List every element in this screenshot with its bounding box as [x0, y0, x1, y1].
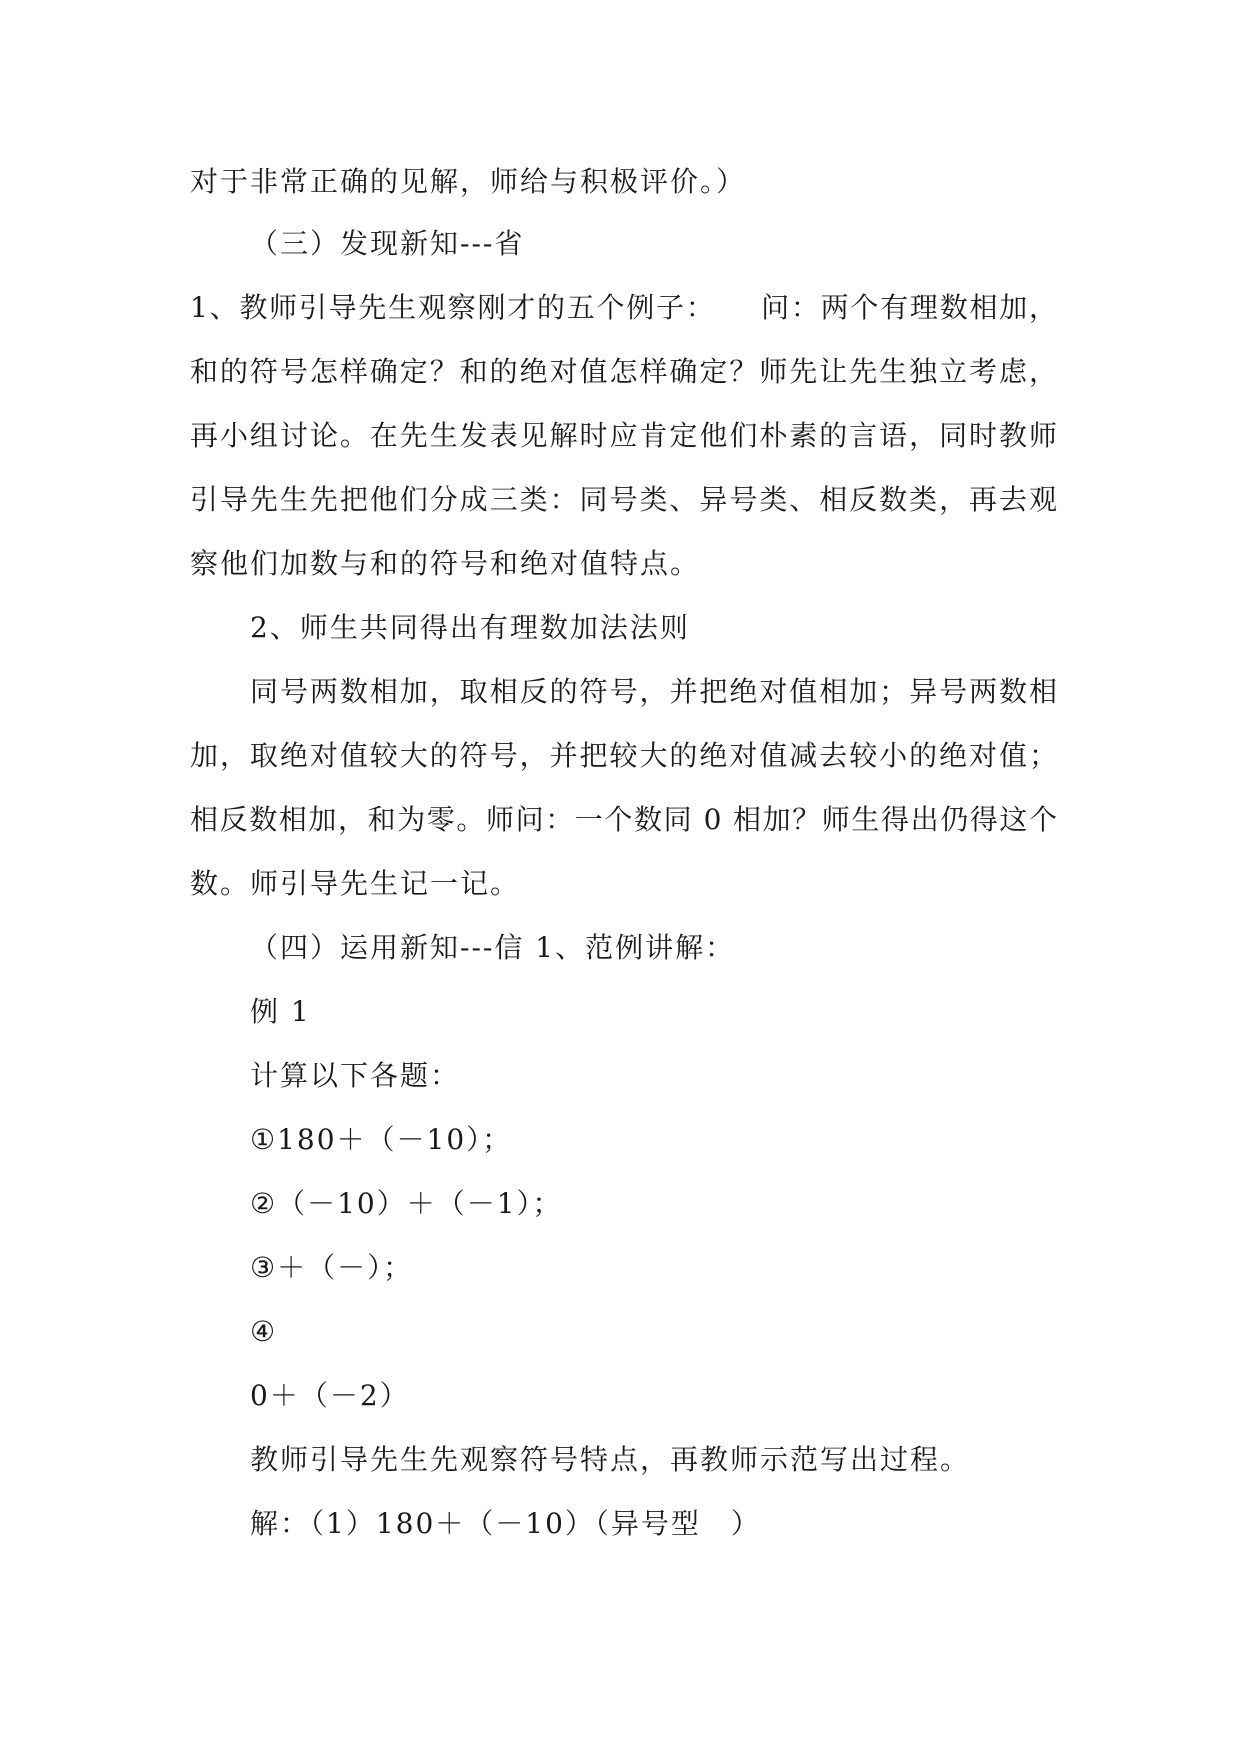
section-heading: （四）运用新知---信 1、范例讲解： [250, 931, 736, 964]
equation-line: ④ [250, 1315, 278, 1348]
text-line: 再小组讨论。在先生发表见解时应肯定他们朴素的言语，同时教师 [190, 419, 1058, 452]
example-label: 例 1 [250, 995, 311, 1028]
equation-line: ①180＋（－10）； [250, 1123, 513, 1156]
text-line: 察他们加数与和的符号和绝对值特点。 [190, 547, 701, 580]
text-line: 引导先生先把他们分成三类：同号类、异号类、相反数类，再去观 [190, 483, 1058, 516]
solution-line: 解：（1）180＋（－10）（异号型 ） [250, 1507, 761, 1540]
text-line: 对于非常正确的见解，师给与积极评价。） [190, 165, 747, 198]
text-line: 教师引导先生先观察符号特点，再教师示范写出过程。 [250, 1443, 971, 1476]
text-line: 2、师生共同得出有理数加法法则 [250, 611, 690, 644]
equation-line: 0＋（－2） [250, 1379, 410, 1412]
text-line: 加，取绝对值较大的符号，并把较大的绝对值减去较小的绝对值； [190, 739, 1058, 772]
section-heading: （三）发现新知---省 [250, 227, 525, 260]
text-line: 同号两数相加，取相反的符号，并把绝对值相加；异号两数相 [250, 675, 1058, 708]
equation-line: ②（－10）＋（－1）； [250, 1187, 563, 1220]
text-line: 相反数相加，和为零。师问：一个数同 0 相加？师生得出仍得这个 [190, 803, 1058, 836]
text-line: 数。师引导先生记一记。 [190, 867, 521, 900]
equation-line: ③＋（－）； [250, 1251, 414, 1284]
text-line: 和的符号怎样确定？和的绝对值怎样确定？师先让先生独立考虑， [190, 355, 1058, 388]
text-line: 1、教师引导先生观察刚才的五个例子： 问：两个有理数相加， [190, 291, 1058, 324]
text-line: 计算以下各题： [250, 1059, 461, 1092]
